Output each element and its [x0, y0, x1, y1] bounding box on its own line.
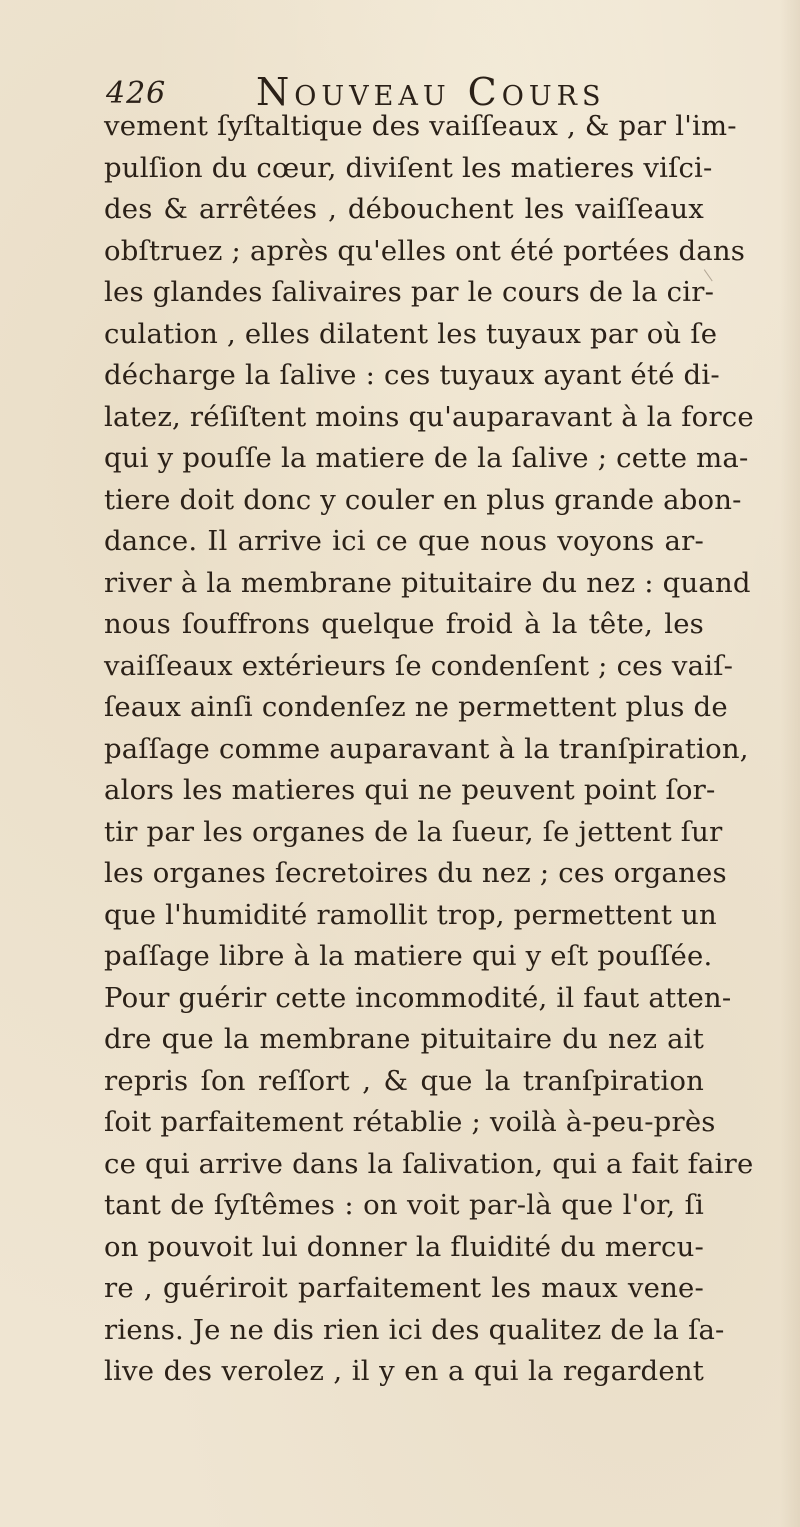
body-text: [104, 106, 754, 1393]
text-line: ſoit parfaitement rétablie ; voilà à-peu-près: [104, 1106, 716, 1138]
text-line: latez, réſiſtent moins qu'auparavant à la force: [104, 400, 754, 433]
text-line: live des verolez , il y en a qui la regardent: [104, 1355, 704, 1387]
text-line: que l'humidité ramollit trop, permettent un: [104, 898, 717, 931]
text-line: pulſion du cœur, diviſent les matieres viſci-: [104, 151, 713, 184]
page-edge-shading: [780, 0, 800, 1527]
text-line: les organes ſecretoires du nez ; ces organes: [104, 857, 727, 889]
text-line: ce qui arrive dans la ſalivation, qui a fait faire: [104, 1147, 754, 1180]
text-line: décharge la ſalive : ces tuyaux ayant été di-: [104, 359, 720, 391]
text-line: des & arrêtées , débouchent les vaiſſeaux: [104, 193, 704, 225]
text-line: obſtruez ; après qu'elles ont été portées dans: [104, 234, 746, 267]
text-line: vement ſyſtaltique des vaiſſeaux , & par l'im-: [104, 110, 737, 142]
text-line: tant de ſyſtêmes : on voit par-là que l'or, ſi: [104, 1189, 704, 1221]
text-line: les glandes ſalivaires par le cours de la cir-: [104, 276, 715, 308]
text-line: tir par les organes de la ſueur, ſe jettent ſur: [104, 815, 723, 848]
running-title: Nouveau Cours: [256, 70, 606, 114]
text-line: paſſage libre à la matiere qui y eſt pouſſée.: [104, 940, 713, 972]
text-line: dre que la membrane pituitaire du nez ait: [104, 1023, 704, 1055]
text-line: re , guériroit parfaitement les maux vene-: [104, 1272, 704, 1304]
text-line: qui y pouſſe la matiere de la ſalive ; cette ma-: [104, 442, 749, 474]
text-line: culation , elles dilatent les tuyaux par où ſe: [104, 317, 718, 350]
text-line: nous ſouffrons quelque froid à la tête, les: [104, 608, 704, 640]
text-line: riens. Je ne dis rien ici des qualitez de la ſa-: [104, 1313, 725, 1346]
text-line: ſeaux ainſi condenſez ne permettent plus de: [104, 691, 728, 723]
text-line: vaiſſeaux extérieurs ſe condenſent ; ces vaiſ-: [104, 649, 734, 682]
text-line: tiere doit donc y couler en plus grande abon-: [104, 483, 742, 516]
text-line: repris ſon reſſort , & que la tranſpiration: [104, 1064, 704, 1097]
text-line: on pouvoit lui donner la fluidité du mercu-: [104, 1230, 704, 1263]
text-line: dance. Il arrive ici ce que nous voyons ar-: [104, 525, 704, 557]
text-line: alors les matieres qui ne peuvent point ſor-: [104, 774, 716, 806]
text-line: Pour guérir cette incommodité, il faut atten-: [104, 981, 732, 1014]
text-line: river à la membrane pituitaire du nez : quand: [104, 566, 751, 599]
page-number: 426: [106, 76, 167, 111]
text-line: paſſage comme auparavant à la tranſpiration,: [104, 732, 749, 765]
